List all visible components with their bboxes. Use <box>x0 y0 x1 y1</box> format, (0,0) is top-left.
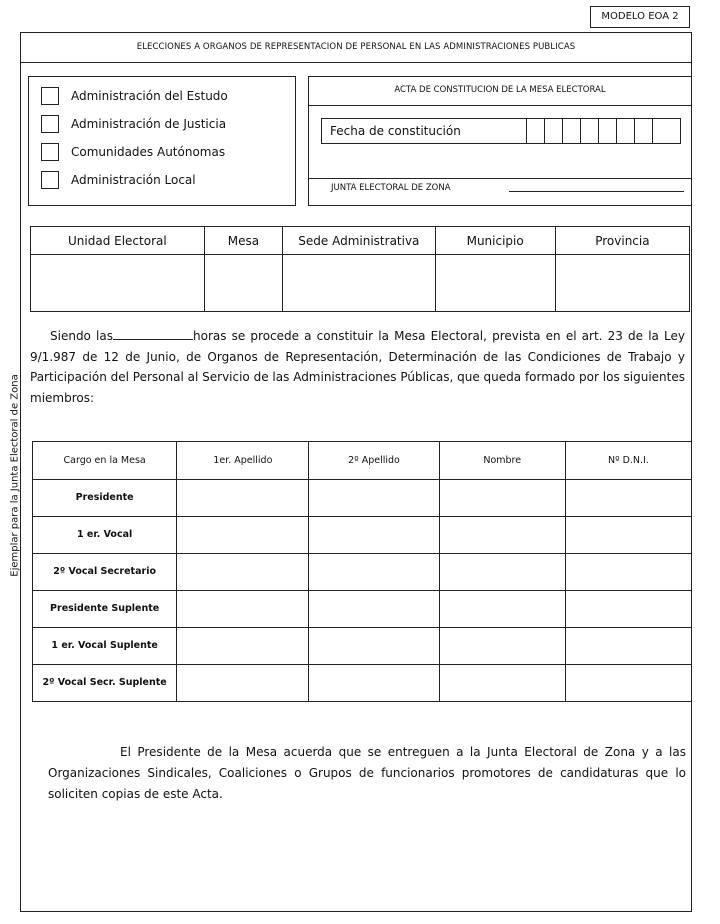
col-mesa: Mesa <box>204 227 283 255</box>
digit-box[interactable] <box>544 119 562 143</box>
cell[interactable] <box>177 665 309 702</box>
cell[interactable] <box>439 554 565 591</box>
col-municipio: Municipio <box>435 227 555 255</box>
option-local[interactable]: Administración Local <box>41 171 196 189</box>
cell-provincia[interactable] <box>555 255 689 312</box>
digit-box[interactable] <box>634 119 652 143</box>
modelo-label: MODELO EOA 2 <box>590 6 690 28</box>
table-row <box>33 480 692 517</box>
role-cell: 2º Vocal Secretario <box>33 554 177 591</box>
checkbox[interactable] <box>41 171 59 189</box>
cell[interactable] <box>177 628 309 665</box>
table-row <box>33 665 692 702</box>
fecha-field[interactable] <box>321 118 681 144</box>
cell[interactable] <box>565 554 691 591</box>
cell[interactable] <box>565 665 691 702</box>
role-cell: Presidente Suplente <box>33 591 177 628</box>
cell[interactable] <box>565 628 691 665</box>
table-row <box>33 591 692 628</box>
digit-box[interactable] <box>580 119 598 143</box>
cell[interactable] <box>177 591 309 628</box>
cell-unidad[interactable] <box>31 255 205 312</box>
cell-sede[interactable] <box>283 255 435 312</box>
table-row <box>33 628 692 665</box>
form-header: ELECCIONES A ORGANOS DE REPRESENTACION DE PERSONAL EN LAS ADMINISTRACIONES PUBLICAS <box>20 32 692 63</box>
cell[interactable] <box>439 591 565 628</box>
col-apellido2: 2º Apellido <box>309 442 439 480</box>
side-note <box>0 330 21 620</box>
cell[interactable] <box>565 480 691 517</box>
cell[interactable] <box>177 517 309 554</box>
table-row <box>33 517 692 554</box>
col-apellido1: 1er. Apellido <box>177 442 309 480</box>
checkbox[interactable] <box>41 115 59 133</box>
cell[interactable] <box>177 480 309 517</box>
checkbox[interactable] <box>41 143 59 161</box>
unit-table <box>30 226 690 312</box>
digit-box[interactable] <box>598 119 616 143</box>
junta-label: JUNTA ELECTORAL DE ZONA <box>331 183 451 193</box>
hours-field[interactable] <box>113 328 193 340</box>
cell[interactable] <box>439 628 565 665</box>
digit-box[interactable] <box>526 119 544 143</box>
digit-box[interactable] <box>562 119 580 143</box>
cell-mesa[interactable] <box>204 255 283 312</box>
constitution-paragraph: Siendo las horas se procede a constituir la Mesa Electoral, prevista en el art. 23 de la Ley 9/1.987 de 12 de Junio, de Organos de Representación, Determinación de las Condiciones de Trabajo y Participación del Personal al Servicio de las Administraciones Públicas, que queda formado por los siguientes miembros: <box>30 329 686 405</box>
fecha-section <box>309 105 691 179</box>
cell[interactable] <box>309 480 439 517</box>
option-estado[interactable]: Administración del Estudo <box>41 87 228 105</box>
col-provincia: Provincia <box>555 227 689 255</box>
fecha-label: Fecha de constitución <box>330 124 461 138</box>
cell[interactable] <box>565 591 691 628</box>
cell[interactable] <box>309 665 439 702</box>
acta-box <box>308 76 692 206</box>
cell[interactable] <box>309 628 439 665</box>
option-justicia[interactable]: Administración de Justicia <box>41 115 226 133</box>
cell[interactable] <box>309 554 439 591</box>
members-table <box>32 441 692 702</box>
role-cell: 1 er. Vocal <box>33 517 177 554</box>
role-cell: 2º Vocal Secr. Suplente <box>33 665 177 702</box>
table-row <box>33 554 692 591</box>
col-nombre: Nombre <box>439 442 565 480</box>
cell[interactable] <box>439 665 565 702</box>
checkbox[interactable] <box>41 87 59 105</box>
option-comunidades[interactable]: Comunidades Autónomas <box>41 143 225 161</box>
cell[interactable] <box>439 480 565 517</box>
cell[interactable] <box>439 517 565 554</box>
col-sede: Sede Administrativa <box>283 227 435 255</box>
cell[interactable] <box>309 517 439 554</box>
col-dni: Nº D.N.I. <box>565 442 691 480</box>
cell-municipio[interactable] <box>435 255 555 312</box>
role-cell: Presidente <box>33 480 177 517</box>
cell[interactable] <box>177 554 309 591</box>
side-note-text: Ejemplar para la Junta Electoral de Zona <box>9 374 21 577</box>
cell[interactable] <box>565 517 691 554</box>
digit-box[interactable] <box>652 119 670 143</box>
col-cargo: Cargo en la Mesa <box>33 442 177 480</box>
digit-box[interactable] <box>616 119 634 143</box>
administration-selector <box>28 76 296 206</box>
cell[interactable] <box>309 591 439 628</box>
closing-paragraph: El Presidente de la Mesa acuerda que se entreguen a la Junta Electoral de Zona y a las Organizaciones Sindicales, Coaliciones o Grupos de funcionarios promotores de candidaturas que lo soliciten copias de este Acta. <box>48 745 686 801</box>
acta-title: ACTA DE CONSTITUCION DE LA MESA ELECTORAL <box>394 85 606 95</box>
role-cell: 1 er. Vocal Suplente <box>33 628 177 665</box>
junta-field[interactable] <box>509 191 684 192</box>
col-unidad: Unidad Electoral <box>31 227 205 255</box>
